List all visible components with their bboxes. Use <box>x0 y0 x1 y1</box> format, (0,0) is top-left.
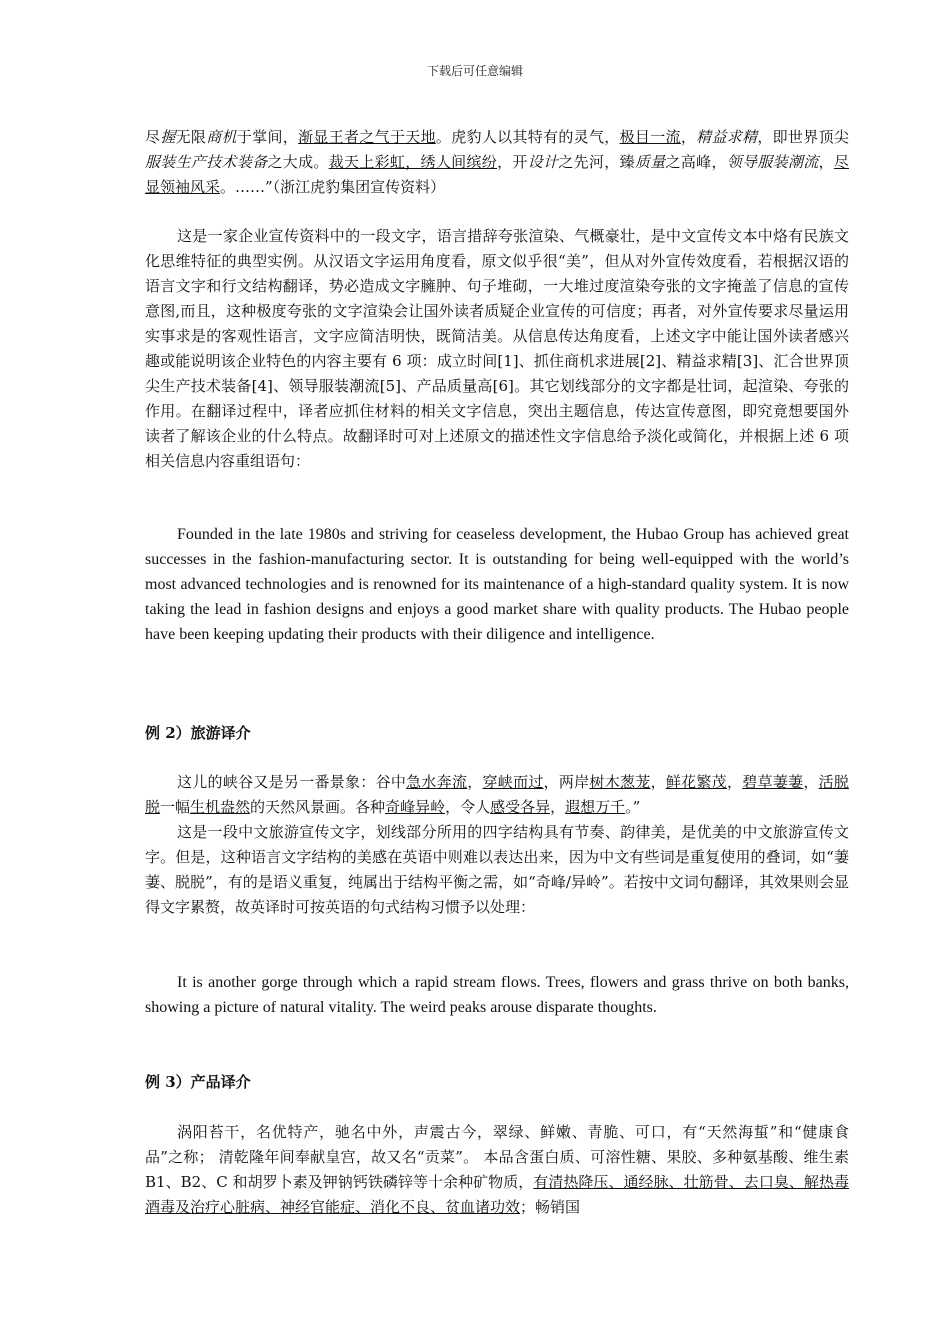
underlined-phrase: 生机盎然 <box>190 798 251 816</box>
text-run: 设计 <box>527 153 559 171</box>
page-header: 下载后可任意编辑 <box>426 64 523 78</box>
text-run: 服装生产技术装备 <box>145 153 268 171</box>
underlined-phrase: 极目一流 <box>619 128 681 146</box>
underlined-phrase: 有清热降压、通经脉、壮筋骨、去口臭、解热毒酒毒及治疗心脏病、神经官能症、消化不良、贫血诸功效 <box>145 1173 849 1216</box>
text-run: ， <box>818 153 834 171</box>
underlined-phrase: 碧草萋萋 <box>742 773 804 791</box>
text-run: 之先河，臻 <box>558 153 635 171</box>
text-run: 的天然风景画。各种 <box>250 798 386 816</box>
underlined-phrase: 鲜花繁茂 <box>665 773 727 791</box>
text-run: ， <box>650 773 666 791</box>
text-run: 于掌间， <box>236 128 299 146</box>
underlined-phrase: 活脱脱 <box>145 773 849 816</box>
text-run: 。……”（浙江虎豹集团宣传资料） <box>220 178 446 196</box>
underlined-phrase: 奇峰异岭 <box>385 798 446 816</box>
text-run: 一幅 <box>160 798 191 816</box>
text-run: ， <box>550 798 566 816</box>
underlined-phrase: 尽显领袖风采 <box>145 153 849 196</box>
text-run: ，即世界顶尖 <box>757 128 849 146</box>
text-run: 尽 <box>145 128 161 146</box>
section-heading-product: 例 3）产品译介 <box>145 1073 251 1091</box>
underlined-phrase: 遐想万千 <box>565 798 626 816</box>
text-run: 这儿的峡谷又是另一番景象：谷中 <box>177 773 407 791</box>
paragraph-product-source <box>145 1120 849 1220</box>
underlined-phrase: 树木葱茏 <box>589 773 651 791</box>
underlined-phrase: 裁天上彩虹，绣人间缤纷 <box>328 153 498 171</box>
text-run: ；畅销国 <box>520 1198 581 1216</box>
text-run: 领导服装潮流 <box>726 153 819 171</box>
text-run: ，两岸 <box>543 773 590 791</box>
paragraph-translation-2: It is another gorge through which a rapid stream flows. Trees, flowers and grass thrive on both banks, showing a picture of natural vitality. The weird peaks arouse disparate thoughts. <box>145 974 849 1016</box>
text-run: 质量 <box>634 153 666 171</box>
text-run: ， <box>467 773 483 791</box>
underlined-phrase: 急水奔流 <box>406 773 468 791</box>
text-run: 商机 <box>206 128 237 146</box>
paragraph-translation-1: Founded in the late 1980s and striving for ceaseless development, the Hubao Group has achieved great successes in the fashion-manufacturing sector. It is outstanding for being well-equipped with the world’s most advanced technologies and is renowned for its maintenance of a high-standard quality system. It is now taking the lead in fashion designs and enjoys a good market share with quality products. The Hubao people have been keeping updating their products with their diligence and intelligence. <box>145 526 849 643</box>
text-run: 精益求精 <box>696 128 758 146</box>
text-run: 无限 <box>175 128 207 146</box>
paragraph-hubao-source <box>145 125 849 200</box>
section-heading-tourism: 例 2）旅游译介 <box>145 724 251 742</box>
text-run: 握 <box>160 128 176 146</box>
text-run: ，开 <box>497 153 528 171</box>
paragraph-analysis-1: 这是一家企业宣传资料中的一段文字，语言措辞夸张渲染、气概豪壮，是中文宣传文本中烙有民族文化思维特征的典型实例。从汉语文字运用角度看，原文似乎很“美”，但从对外宣传效度看，若根据汉语的语言文字和行文结构翻译，势必造成文字臃肿、句子堆砌，一大堆过度渲染夸张的文字掩盖了信息的宣传意图,而且，这种极度夸张的文字渲染会让国外读者质疑企业宣传的可信度；再者，对外宣传要求尽量运用实事求是的客观性语言，文字应简洁明快，既简洁美。从信息传达角度看，上述文字中能让国外读者感兴趣或能说明该企业特色的内容主要有 6 项：成立时间[1]、抓住商机求进展[2]、精益求精[3]、汇合世界顶尖生产技术装备[4]、领导服装潮流[5]、产品质量高[6]。其它划线部分的文字都是壮词，起渲染、夸张的作用。在翻译过程中，译者应抓住材料的相关文字信息，突出主题信息，传达宣传意图，即究竟想要国外读者了解该企业的什么特点。故翻译时可对上述原文的描述性文字信息给予淡化或简化，并根据上述 6 项相关信息内容重组语句： <box>145 227 849 470</box>
paragraph-tourism-source <box>145 770 849 820</box>
paragraph-analysis-2: 这是一段中文旅游宣传文字，划线部分所用的四字结构具有节奏、韵律美，是优美的中文旅游宣传文字。但是，这种语言文字结构的美感在英语中则难以表达出来，因为中文有些词是重复使用的叠词，如“萋萋、脱脱”，有的是语义重复，纯属出于结构平衡之需，如“奇峰/异岭”。若按中文词句翻译，其效果则会显得文字累赘，故英译时可按英语的句式结构习惯予以处理： <box>145 823 849 916</box>
underlined-phrase: 渐显王者之气于天地 <box>298 128 436 146</box>
text-run: 之大成。 <box>267 153 329 171</box>
text-run: 涡阳苔干，名优特产，驰名中外，声震古今，翠绿、鲜嫩、青脆、可口，有“天然海蜇”和“健康食品”之称； 清乾隆年间奉献皇宫，故又名“贡菜”。 本品含蛋白质、可溶性糖、果胶、多种氨基酸、维生素 B1、B2、C 和胡罗卜素及钾钠钙铁磷锌等十余种矿物质， <box>145 1123 849 1191</box>
text-run: 之高峰， <box>665 153 727 171</box>
text-run: ，令人 <box>445 798 491 816</box>
text-run: 。” <box>625 798 641 816</box>
text-run: ， <box>803 773 819 791</box>
text-run: ， <box>726 773 743 791</box>
underlined-phrase: 感受各异 <box>490 798 551 816</box>
text-run: ， <box>680 128 697 146</box>
underlined-phrase: 穿峡而过 <box>482 773 544 791</box>
text-run: 。虎豹人以其特有的灵气， <box>435 128 620 146</box>
